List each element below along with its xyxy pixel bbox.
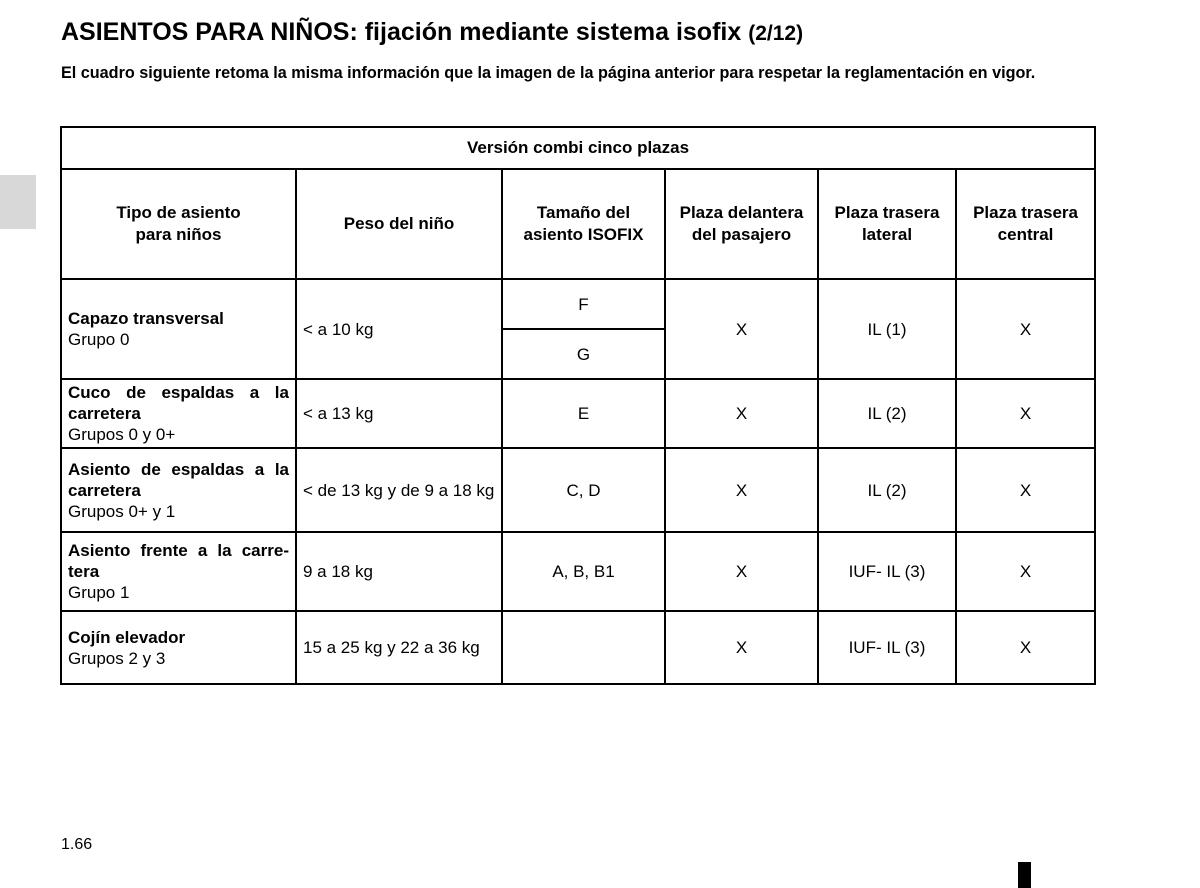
rear-central-cell: X bbox=[956, 611, 1095, 684]
seat-type-name: Cojín elevador bbox=[68, 627, 186, 647]
front-passenger-cell: X bbox=[665, 448, 818, 532]
seat-type-cell bbox=[61, 532, 296, 611]
rear-lateral-cell: IL (1) bbox=[818, 279, 956, 379]
header-child-weight: Peso del niño bbox=[296, 169, 502, 279]
front-passenger-cell: X bbox=[665, 532, 818, 611]
front-passenger-cell: X bbox=[665, 379, 818, 448]
rear-central-cell: X bbox=[956, 448, 1095, 532]
weight-cell: < a 10 kg bbox=[296, 279, 502, 379]
seat-group: Grupo 0 bbox=[68, 330, 130, 349]
table-row bbox=[61, 379, 1095, 448]
section-tab-marker bbox=[0, 175, 36, 229]
seat-type-name: Capazo transversal bbox=[68, 309, 224, 328]
table-row bbox=[61, 532, 1095, 611]
header-seat-type: Tipo de asiento para niños bbox=[61, 169, 296, 279]
weight-cell: 15 a 25 kg y 22 a 36 kg bbox=[296, 611, 502, 684]
table-row bbox=[61, 279, 1095, 329]
seat-type-name: Asiento de espaldas a la carretera bbox=[68, 459, 289, 500]
rear-central-cell: X bbox=[956, 379, 1095, 448]
table-version-row bbox=[61, 127, 1095, 169]
weight-cell: < a 13 kg bbox=[296, 379, 502, 448]
seat-type-cell bbox=[61, 611, 296, 684]
weight-cell: 9 a 18 kg bbox=[296, 532, 502, 611]
version-header: Versión combi cinco plazas bbox=[61, 127, 1095, 169]
isofix-size-cell: F bbox=[502, 279, 665, 329]
rear-lateral-cell: IL (2) bbox=[818, 448, 956, 532]
page-number: 1.66 bbox=[61, 836, 93, 853]
front-passenger-cell: X bbox=[665, 279, 818, 379]
seat-type-name: Asiento frente a la carretera bbox=[68, 541, 289, 581]
title-page-suffix: (2/12) bbox=[748, 22, 804, 45]
seat-type-cell bbox=[61, 448, 296, 532]
page-edge-marker bbox=[1018, 862, 1031, 888]
intro-paragraph: El cuadro siguiente retoma la misma información que la imagen de la página anterior para respetar la reglamentación en vigor. bbox=[61, 64, 1036, 82]
seat-type-cell bbox=[61, 379, 296, 448]
weight-cell: < de 13 kg y de 9 a 18 kg bbox=[296, 448, 502, 532]
seat-group: Grupo 1 bbox=[68, 583, 130, 602]
isofix-size-cell: C, D bbox=[502, 448, 665, 532]
rear-lateral-cell: IUF- IL (3) bbox=[818, 611, 956, 684]
front-passenger-cell: X bbox=[665, 611, 818, 684]
seat-group: Grupos 0 y 0+ bbox=[68, 425, 176, 444]
table-header-row bbox=[61, 169, 1095, 279]
rear-central-cell: X bbox=[956, 279, 1095, 379]
header-front-passenger: Plaza delantera del pasajero bbox=[665, 169, 818, 279]
seat-type-cell bbox=[61, 279, 296, 379]
rear-central-cell: X bbox=[956, 532, 1095, 611]
header-rear-lateral: Plaza trasera lateral bbox=[818, 169, 956, 279]
title-main: ASIENTOS PARA NIÑOS: fijación mediante sistema isofix bbox=[61, 18, 742, 46]
table-row bbox=[61, 448, 1095, 532]
seat-type-name: Cuco de espaldas a la carretera bbox=[68, 383, 289, 423]
seat-group: Grupos 2 y 3 bbox=[68, 648, 166, 668]
header-rear-central: Plaza trasera central bbox=[956, 169, 1095, 279]
isofix-size-cell: E bbox=[502, 379, 665, 448]
table-row bbox=[61, 611, 1095, 684]
rear-lateral-cell: IUF- IL (3) bbox=[818, 532, 956, 611]
isofix-size-cell bbox=[502, 611, 665, 684]
isofix-seat-table bbox=[60, 126, 1096, 685]
isofix-size-cell: G bbox=[502, 329, 665, 379]
header-isofix-size: Tamaño del asiento ISOFIX bbox=[502, 169, 665, 279]
rear-lateral-cell: IL (2) bbox=[818, 379, 956, 448]
isofix-size-cell: A, B, B1 bbox=[502, 532, 665, 611]
page-title bbox=[61, 18, 803, 47]
seat-group: Grupos 0+ y 1 bbox=[68, 501, 176, 521]
